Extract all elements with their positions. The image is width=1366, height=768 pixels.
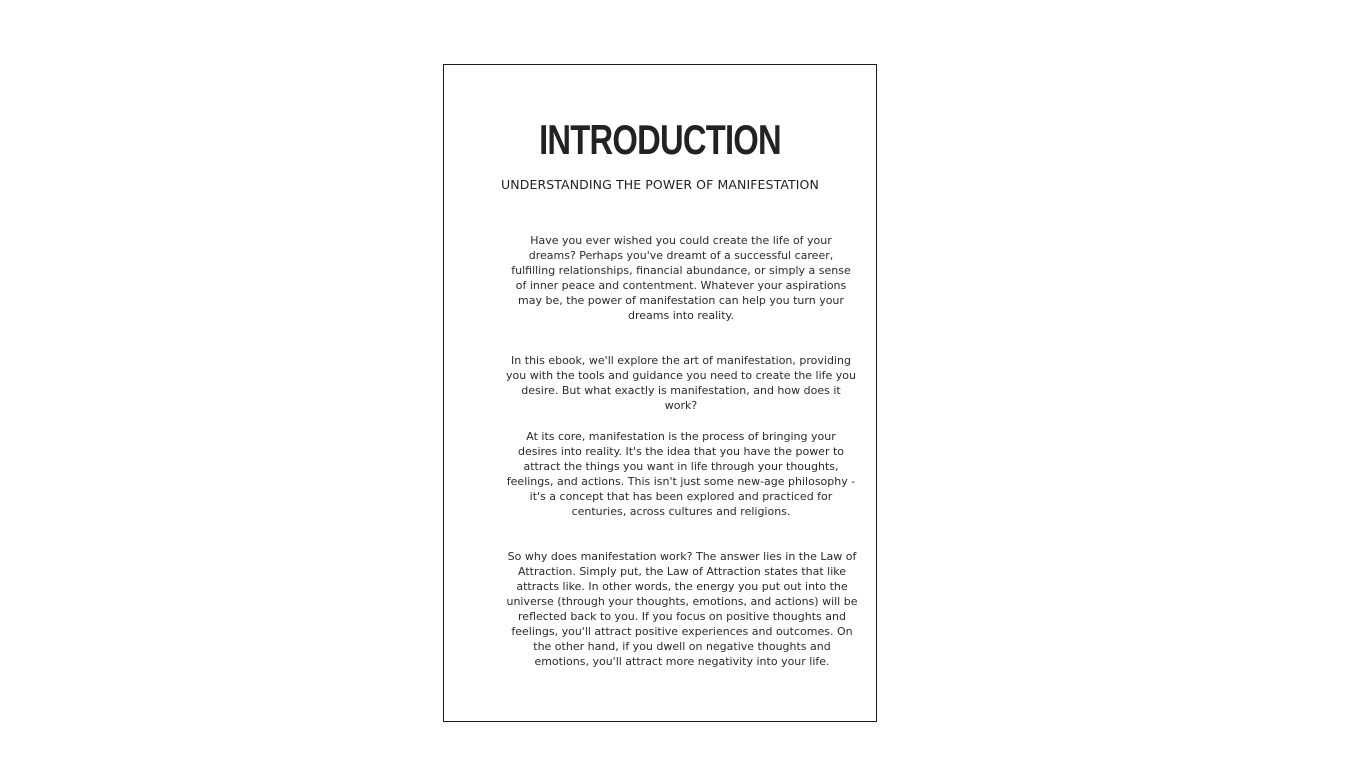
paragraph-2: In this ebook, we'll explore the art of manifestation, providing you with the tools and guidance you need to create the life you desire. But what exactly is manifestation, and how does it work? <box>506 354 857 412</box>
page-subtitle: UNDERSTANDING THE POWER OF MANIFESTATION <box>501 177 819 192</box>
paragraph-3: At its core, manifestation is the process of bringing your desires into reality. It's the idea that you have the power to attract the things you want in life through your thoughts, feelings, and actions. This isn't just some new-age philosophy - it's a concept that has been explored and practiced for centuries, across cultures and religions. <box>506 430 856 518</box>
paragraph-4: So why does manifestation work? The answer lies in the Law of Attraction. Simply put, the Law of Attraction states that like attracts like. In other words, the energy you put out into the universe (through your thoughts, emotions, and actions) will be reflected back to you. If you focus on positive thoughts and feelings, you'll attract positive experiences and outcomes. On the other hand, if you dwell on negative thoughts and emotions, you'll attract more negativity into your life. <box>506 550 858 668</box>
paragraph-1: Have you ever wished you could create the life of your dreams? Perhaps you've dreamt of a successful career, fulfilling relationships, financial abundance, or simply a sense of inner peace and contentment. Whatever your aspirations may be, the power of manifestation can help you turn your dreams into reality. <box>511 234 851 322</box>
document-page <box>443 64 877 722</box>
page-title: INTRODUCTION <box>539 116 781 163</box>
